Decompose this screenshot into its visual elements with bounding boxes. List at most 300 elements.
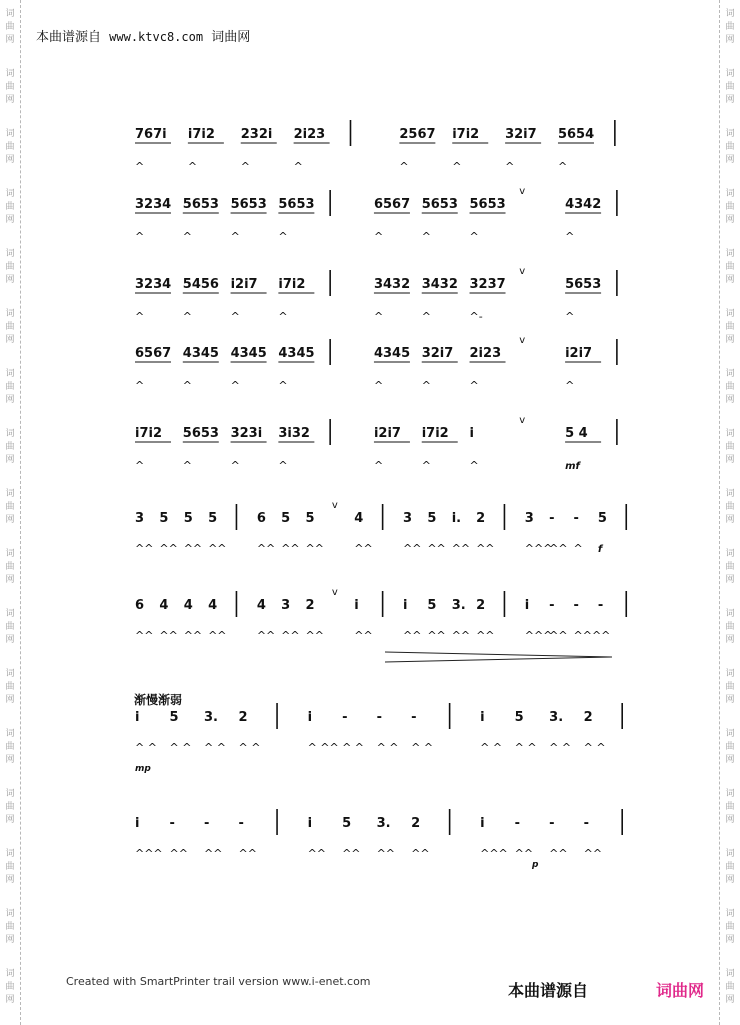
note-group: 4342 (565, 197, 602, 212)
accent-mark: ^^ (208, 629, 227, 642)
accent-mark: ^ (505, 160, 515, 173)
note-group: 2 (238, 710, 248, 725)
note-group: - (549, 598, 555, 613)
note-group: i. (451, 511, 462, 526)
note-group: i (135, 710, 140, 725)
watermark-char: 词 (5, 969, 15, 979)
note-group: 4 (354, 511, 364, 526)
accent-mark: ^ (373, 459, 384, 472)
decrescendo-hairpin (385, 652, 612, 657)
accent-mark: ^ (469, 230, 479, 243)
accent-mark: ^^ (135, 629, 154, 642)
note-group: 5653 (230, 197, 267, 212)
watermark-char: 曲 (725, 322, 735, 332)
watermark-char: 网 (725, 95, 735, 105)
accent-mark: ^ ^ (135, 741, 157, 754)
note-group: i7i2 (452, 127, 480, 142)
watermark-char: 网 (5, 755, 15, 765)
accent-mark: ^ (135, 230, 145, 243)
note-group: 4 (208, 598, 218, 613)
watermark-char: 网 (5, 815, 15, 825)
accent-mark: ^ (230, 310, 240, 323)
accent-mark: ^^ (183, 629, 203, 642)
watermark-char: 曲 (725, 562, 735, 572)
accent-mark: ^^ (427, 629, 446, 642)
note-group: 3. (204, 710, 219, 725)
watermark-char: 曲 (5, 442, 15, 452)
breath-mark: v (519, 335, 526, 346)
header-url[interactable]: www.ktvc8.com (109, 30, 204, 44)
note-group: 6 (135, 598, 145, 613)
watermark-char: 词 (5, 309, 15, 319)
accent-mark: ^^ (354, 629, 373, 642)
note-group: 3432 (373, 277, 411, 292)
watermark-char: 词 (5, 429, 15, 439)
note-group: 5653 (469, 197, 506, 212)
watermark-char: 网 (725, 575, 735, 585)
accent-mark: ^ (182, 310, 193, 323)
note-group: 4345 (373, 346, 411, 361)
watermark-char: 网 (725, 875, 735, 885)
watermark-char: 词 (725, 669, 735, 679)
accent-mark: ^ (557, 160, 568, 173)
note-group: 5 (281, 511, 291, 526)
note-group: - (583, 816, 590, 831)
accent-mark: ^ (421, 310, 431, 323)
accent-mark: ^^^ (480, 847, 508, 860)
footer-brand: 词曲网 (656, 981, 705, 1000)
watermark-char: 曲 (5, 82, 15, 92)
watermark-char: 词 (5, 369, 15, 379)
note-group: 5653 (182, 197, 219, 212)
footer-created-with: Created with SmartPrinter trail version www.i-enet.com (66, 975, 371, 988)
accent-mark: ^ (278, 230, 288, 243)
accent-mark: ^^ (305, 629, 324, 642)
watermark-char: 词 (725, 69, 735, 79)
accent-mark: ^^^^ (573, 629, 611, 642)
watermark-char: 曲 (725, 862, 735, 872)
watermark-char: 网 (725, 455, 735, 465)
watermark-char: 网 (725, 695, 735, 705)
accent-mark: ^ (399, 160, 409, 173)
watermark-char: 网 (5, 215, 15, 225)
watermark-char: 词 (5, 609, 15, 619)
watermark-char: 曲 (725, 142, 735, 152)
watermark-char: 词 (5, 669, 15, 679)
decrescendo-hairpin (385, 657, 612, 662)
accent-mark: ^^ (183, 542, 203, 555)
accent-mark: ^ (421, 230, 431, 243)
note-group: 5 (208, 511, 218, 526)
note-group: 4 (183, 598, 193, 613)
note-group: 5 (305, 511, 315, 526)
watermark-char: 词 (725, 549, 735, 559)
accent-mark: ^^ (238, 847, 257, 860)
accent-mark: ^^ (427, 542, 446, 555)
note-group: 5654 (557, 127, 595, 142)
accent-mark: ^^ (476, 542, 495, 555)
accent-mark: ^ (278, 459, 288, 472)
note-group: 2 (583, 710, 593, 725)
accent-mark: ^ (469, 459, 479, 472)
watermark-char: 网 (725, 995, 735, 1005)
note-group: i2i7 (230, 277, 258, 292)
accent-mark: ^^ (159, 629, 178, 642)
note-group: i7i2 (135, 426, 163, 441)
watermark-char: 网 (5, 455, 15, 465)
note-group: 4345 (230, 346, 267, 361)
accent-mark: ^^ (208, 542, 227, 555)
watermark-char: 网 (5, 335, 15, 345)
note-group: i (307, 710, 313, 725)
watermark-char: 网 (5, 575, 15, 585)
note-group: 6 (256, 511, 266, 526)
watermark-char: 词 (725, 129, 735, 139)
watermark-char: 曲 (725, 742, 735, 752)
accent-mark: ^ (565, 379, 575, 392)
watermark-char: 网 (725, 935, 735, 945)
note-group: - (238, 816, 244, 831)
watermark-char: 词 (5, 189, 15, 199)
note-group: 4345 (278, 346, 315, 361)
accent-mark: ^ (421, 459, 431, 472)
watermark-char: 词 (5, 549, 15, 559)
watermark-char: 网 (5, 875, 15, 885)
accent-mark: ^^ (354, 542, 373, 555)
note-group: 3432 (421, 277, 458, 292)
accent-mark: ^^ (342, 847, 361, 860)
note-group: i2i7 (373, 426, 401, 441)
note-group: - (573, 511, 579, 526)
watermark-char: 词 (5, 249, 15, 259)
accent-mark: ^^ (281, 542, 300, 555)
note-group: i7i2 (187, 127, 215, 142)
accent-mark: ^ ^ (169, 741, 192, 754)
watermark-char: 曲 (725, 802, 735, 812)
note-group: 3234 (135, 277, 172, 292)
watermark-char: 网 (725, 35, 735, 45)
accent-mark: ^ ^ (480, 741, 503, 754)
accent-mark: ^^ (204, 847, 223, 860)
watermark-char: 词 (725, 909, 735, 919)
watermark-char: 曲 (725, 622, 735, 632)
accent-mark: ^ (565, 310, 575, 323)
note-group: 3 (135, 511, 145, 526)
watermark-char: 曲 (5, 982, 15, 992)
header-brand: 词曲网 (211, 30, 251, 45)
watermark-char: 词 (725, 249, 735, 259)
watermark-char: 曲 (725, 502, 735, 512)
accent-mark: ^ (373, 230, 384, 243)
watermark-char: 网 (725, 155, 735, 165)
note-group: - (549, 511, 555, 526)
watermark-char: 网 (5, 275, 15, 285)
watermark-char: 词 (725, 189, 735, 199)
accent-mark: ^^ (159, 542, 178, 555)
note-group: 232i (240, 127, 273, 142)
breath-mark: v (331, 587, 338, 598)
watermark-char: 网 (725, 215, 735, 225)
accent-mark: ^^ (281, 629, 300, 642)
accent-mark: ^ ^ (238, 741, 261, 754)
watermark-char: 词 (725, 369, 735, 379)
accent-mark: ^ (187, 160, 198, 173)
watermark-char: 网 (725, 395, 735, 405)
watermark-char: 网 (725, 815, 735, 825)
watermark-char: 曲 (5, 142, 15, 152)
watermark-char: 网 (725, 515, 735, 525)
note-group: - (573, 598, 579, 613)
note-group: - (169, 816, 175, 831)
dynamic-mark: p (532, 860, 539, 870)
note-group: - (597, 598, 604, 613)
accent-mark: ^ ^ (204, 741, 226, 754)
watermark-char: 网 (5, 395, 15, 405)
note-group: - (514, 816, 521, 831)
watermark-char: 曲 (5, 22, 15, 32)
accent-mark: ^^ (451, 542, 471, 555)
watermark-char: 曲 (5, 682, 15, 692)
note-group: 3237 (469, 277, 506, 292)
note-group: 5653 (278, 197, 315, 212)
watermark-char: 网 (5, 635, 15, 645)
accent-mark: ^- (469, 310, 483, 323)
watermark-char: 曲 (5, 742, 15, 752)
note-group: i (480, 816, 485, 831)
note-group: 5653 (421, 197, 458, 212)
note-group: 5 (597, 511, 607, 526)
watermark-char: 曲 (5, 382, 15, 392)
note-group: 4345 (182, 346, 219, 361)
dynamic-mark: mf (565, 461, 580, 472)
watermark-char: 词 (725, 789, 735, 799)
accent-mark: ^ (182, 230, 193, 243)
accent-mark: ^ ^^ (307, 741, 339, 754)
accent-mark: ^ (421, 379, 431, 392)
note-group: i (354, 598, 359, 613)
note-group: - (376, 710, 383, 725)
accent-mark: ^ (278, 310, 288, 323)
watermark-char: 词 (725, 729, 735, 739)
watermark-char: 网 (725, 755, 735, 765)
note-group: i (524, 598, 530, 613)
watermark-char: 曲 (5, 862, 15, 872)
accent-mark: ^^ (256, 629, 276, 642)
accent-mark: ^^ (451, 629, 471, 642)
accent-mark: ^ (565, 230, 575, 243)
watermark-char: 词 (5, 9, 15, 19)
watermark-char: 词 (5, 729, 15, 739)
note-group: 6567 (135, 346, 172, 361)
accent-mark: ^ ^ (411, 741, 434, 754)
note-group: 2i23 (469, 346, 502, 361)
accent-mark: ^^ (307, 847, 327, 860)
dynamic-mark: mp (135, 764, 151, 774)
note-group: 5456 (182, 277, 219, 292)
footer-source: 本曲谱源自 (508, 981, 589, 1000)
note-group: 32i7 (421, 346, 454, 361)
watermark-char: 曲 (725, 922, 735, 932)
accent-mark: ^ (452, 160, 462, 173)
accent-mark: ^^ (169, 847, 188, 860)
watermark-char: 网 (5, 995, 15, 1005)
note-group: 4 (256, 598, 266, 613)
accent-mark: ^ (230, 459, 240, 472)
note-group: i (135, 816, 140, 831)
accent-mark: ^^^ (135, 847, 163, 860)
note-group: 3 (524, 511, 534, 526)
note-group: i (402, 598, 408, 613)
accent-mark: ^^^ (524, 542, 553, 555)
watermark-char: 曲 (5, 922, 15, 932)
watermark-char: 网 (725, 335, 735, 345)
accent-mark: ^ ^ (549, 741, 572, 754)
accent-mark: ^ ^ (583, 741, 606, 754)
accent-mark: ^^ (305, 542, 324, 555)
note-group: 6567 (373, 197, 411, 212)
watermark-char: 词 (725, 309, 735, 319)
watermark-char: 词 (725, 489, 735, 499)
watermark-char: 曲 (725, 682, 735, 692)
note-group: 3234 (135, 197, 172, 212)
watermark-char: 网 (5, 935, 15, 945)
note-group: - (411, 710, 417, 725)
note-group: 4 (159, 598, 169, 613)
accent-mark: ^^ (256, 542, 276, 555)
watermark-char: 曲 (5, 622, 15, 632)
watermark-char: 词 (5, 69, 15, 79)
watermark-char: 网 (725, 635, 735, 645)
accent-mark: ^ (240, 160, 250, 173)
watermark-char: 网 (5, 695, 15, 705)
note-group: 3i32 (278, 426, 310, 441)
breath-mark: v (519, 415, 526, 426)
watermark-char: 曲 (5, 322, 15, 332)
watermark-char: 曲 (5, 502, 15, 512)
accent-mark: ^ ^ (376, 741, 399, 754)
note-group: i7i2 (421, 426, 449, 441)
note-group: 5653 (182, 426, 219, 441)
note-group: 5 (183, 511, 193, 526)
note-group: 5 (514, 710, 524, 725)
accent-mark: ^^ (376, 847, 396, 860)
accent-mark: ^ (573, 542, 583, 555)
note-group: 2 (476, 511, 486, 526)
watermark-char: 曲 (725, 442, 735, 452)
accent-mark: ^ (373, 310, 384, 323)
note-group: i (480, 710, 485, 725)
watermark-char: 网 (725, 275, 735, 285)
note-group: 3 (281, 598, 291, 613)
note-group: - (342, 710, 348, 725)
watermark-char: 词 (725, 9, 735, 19)
accent-mark: ^^ (514, 847, 534, 860)
tempo-marking: 渐慢渐弱 (134, 693, 183, 707)
accent-mark: ^^ (402, 629, 422, 642)
accent-mark: ^^^ (524, 629, 553, 642)
dynamic-mark: f (597, 544, 603, 555)
breath-mark: v (519, 186, 526, 197)
accent-mark: ^ (135, 160, 145, 173)
watermark-char: 词 (5, 489, 15, 499)
note-group: 2567 (399, 127, 436, 142)
note-group: i (469, 426, 474, 441)
note-group: 2 (305, 598, 315, 613)
watermark-char: 曲 (5, 262, 15, 272)
accent-mark: ^^ (583, 847, 603, 860)
note-group: 5 4 (565, 426, 588, 441)
accent-mark: ^ (373, 379, 384, 392)
note-group: 3. (549, 710, 564, 725)
watermark-char: 网 (5, 35, 15, 45)
accent-mark: ^ (135, 310, 145, 323)
watermark-char: 网 (5, 95, 15, 105)
watermark-char: 曲 (725, 82, 735, 92)
note-group: 5 (427, 511, 437, 526)
watermark-char: 词 (725, 429, 735, 439)
accent-mark: ^ (230, 230, 240, 243)
watermark-char: 曲 (5, 202, 15, 212)
accent-mark: ^ ^ (514, 741, 537, 754)
note-group: 5 (159, 511, 169, 526)
watermark-char: 词 (5, 789, 15, 799)
accent-mark: ^^ (476, 629, 495, 642)
note-group: - (549, 816, 555, 831)
accent-mark: ^ ^ (342, 741, 365, 754)
watermark-char: 曲 (5, 802, 15, 812)
watermark-char: 网 (5, 155, 15, 165)
note-group: 2 (411, 816, 421, 831)
note-group: 32i7 (505, 127, 537, 142)
accent-mark: ^^ (549, 629, 568, 642)
watermark-char: 曲 (5, 562, 15, 572)
note-group: - (204, 816, 210, 831)
accent-mark: ^ (182, 379, 193, 392)
accent-mark: ^ (182, 459, 193, 472)
watermark-char: 曲 (725, 982, 735, 992)
note-group: 3 (402, 511, 413, 526)
note-group: 3. (451, 598, 466, 613)
watermark-char: 词 (5, 909, 15, 919)
watermark-char: 词 (725, 969, 735, 979)
note-group: i (307, 816, 313, 831)
note-group: 323i (230, 426, 263, 441)
accent-mark: ^ (293, 160, 303, 173)
watermark-char: 词 (725, 609, 735, 619)
watermark-char: 曲 (725, 262, 735, 272)
accent-mark: ^ (135, 379, 145, 392)
accent-mark: ^ (278, 379, 288, 392)
note-group: 5 (427, 598, 437, 613)
note-group: 3. (376, 816, 391, 831)
note-group: 5 (169, 710, 179, 725)
accent-mark: ^^ (549, 542, 568, 555)
accent-mark: ^^ (402, 542, 422, 555)
watermark-char: 网 (5, 515, 15, 525)
note-group: 5 (342, 816, 352, 831)
watermark-char: 曲 (725, 22, 735, 32)
accent-mark: ^^ (549, 847, 568, 860)
breath-mark: v (331, 500, 338, 511)
watermark-char: 词 (5, 849, 15, 859)
note-group: i7i2 (278, 277, 306, 292)
breath-mark: v (519, 266, 526, 277)
note-group: 5653 (565, 277, 602, 292)
accent-mark: ^ (135, 459, 145, 472)
note-group: 2 (476, 598, 486, 613)
note-group: 767i (135, 127, 167, 142)
accent-mark: ^ (469, 379, 479, 392)
